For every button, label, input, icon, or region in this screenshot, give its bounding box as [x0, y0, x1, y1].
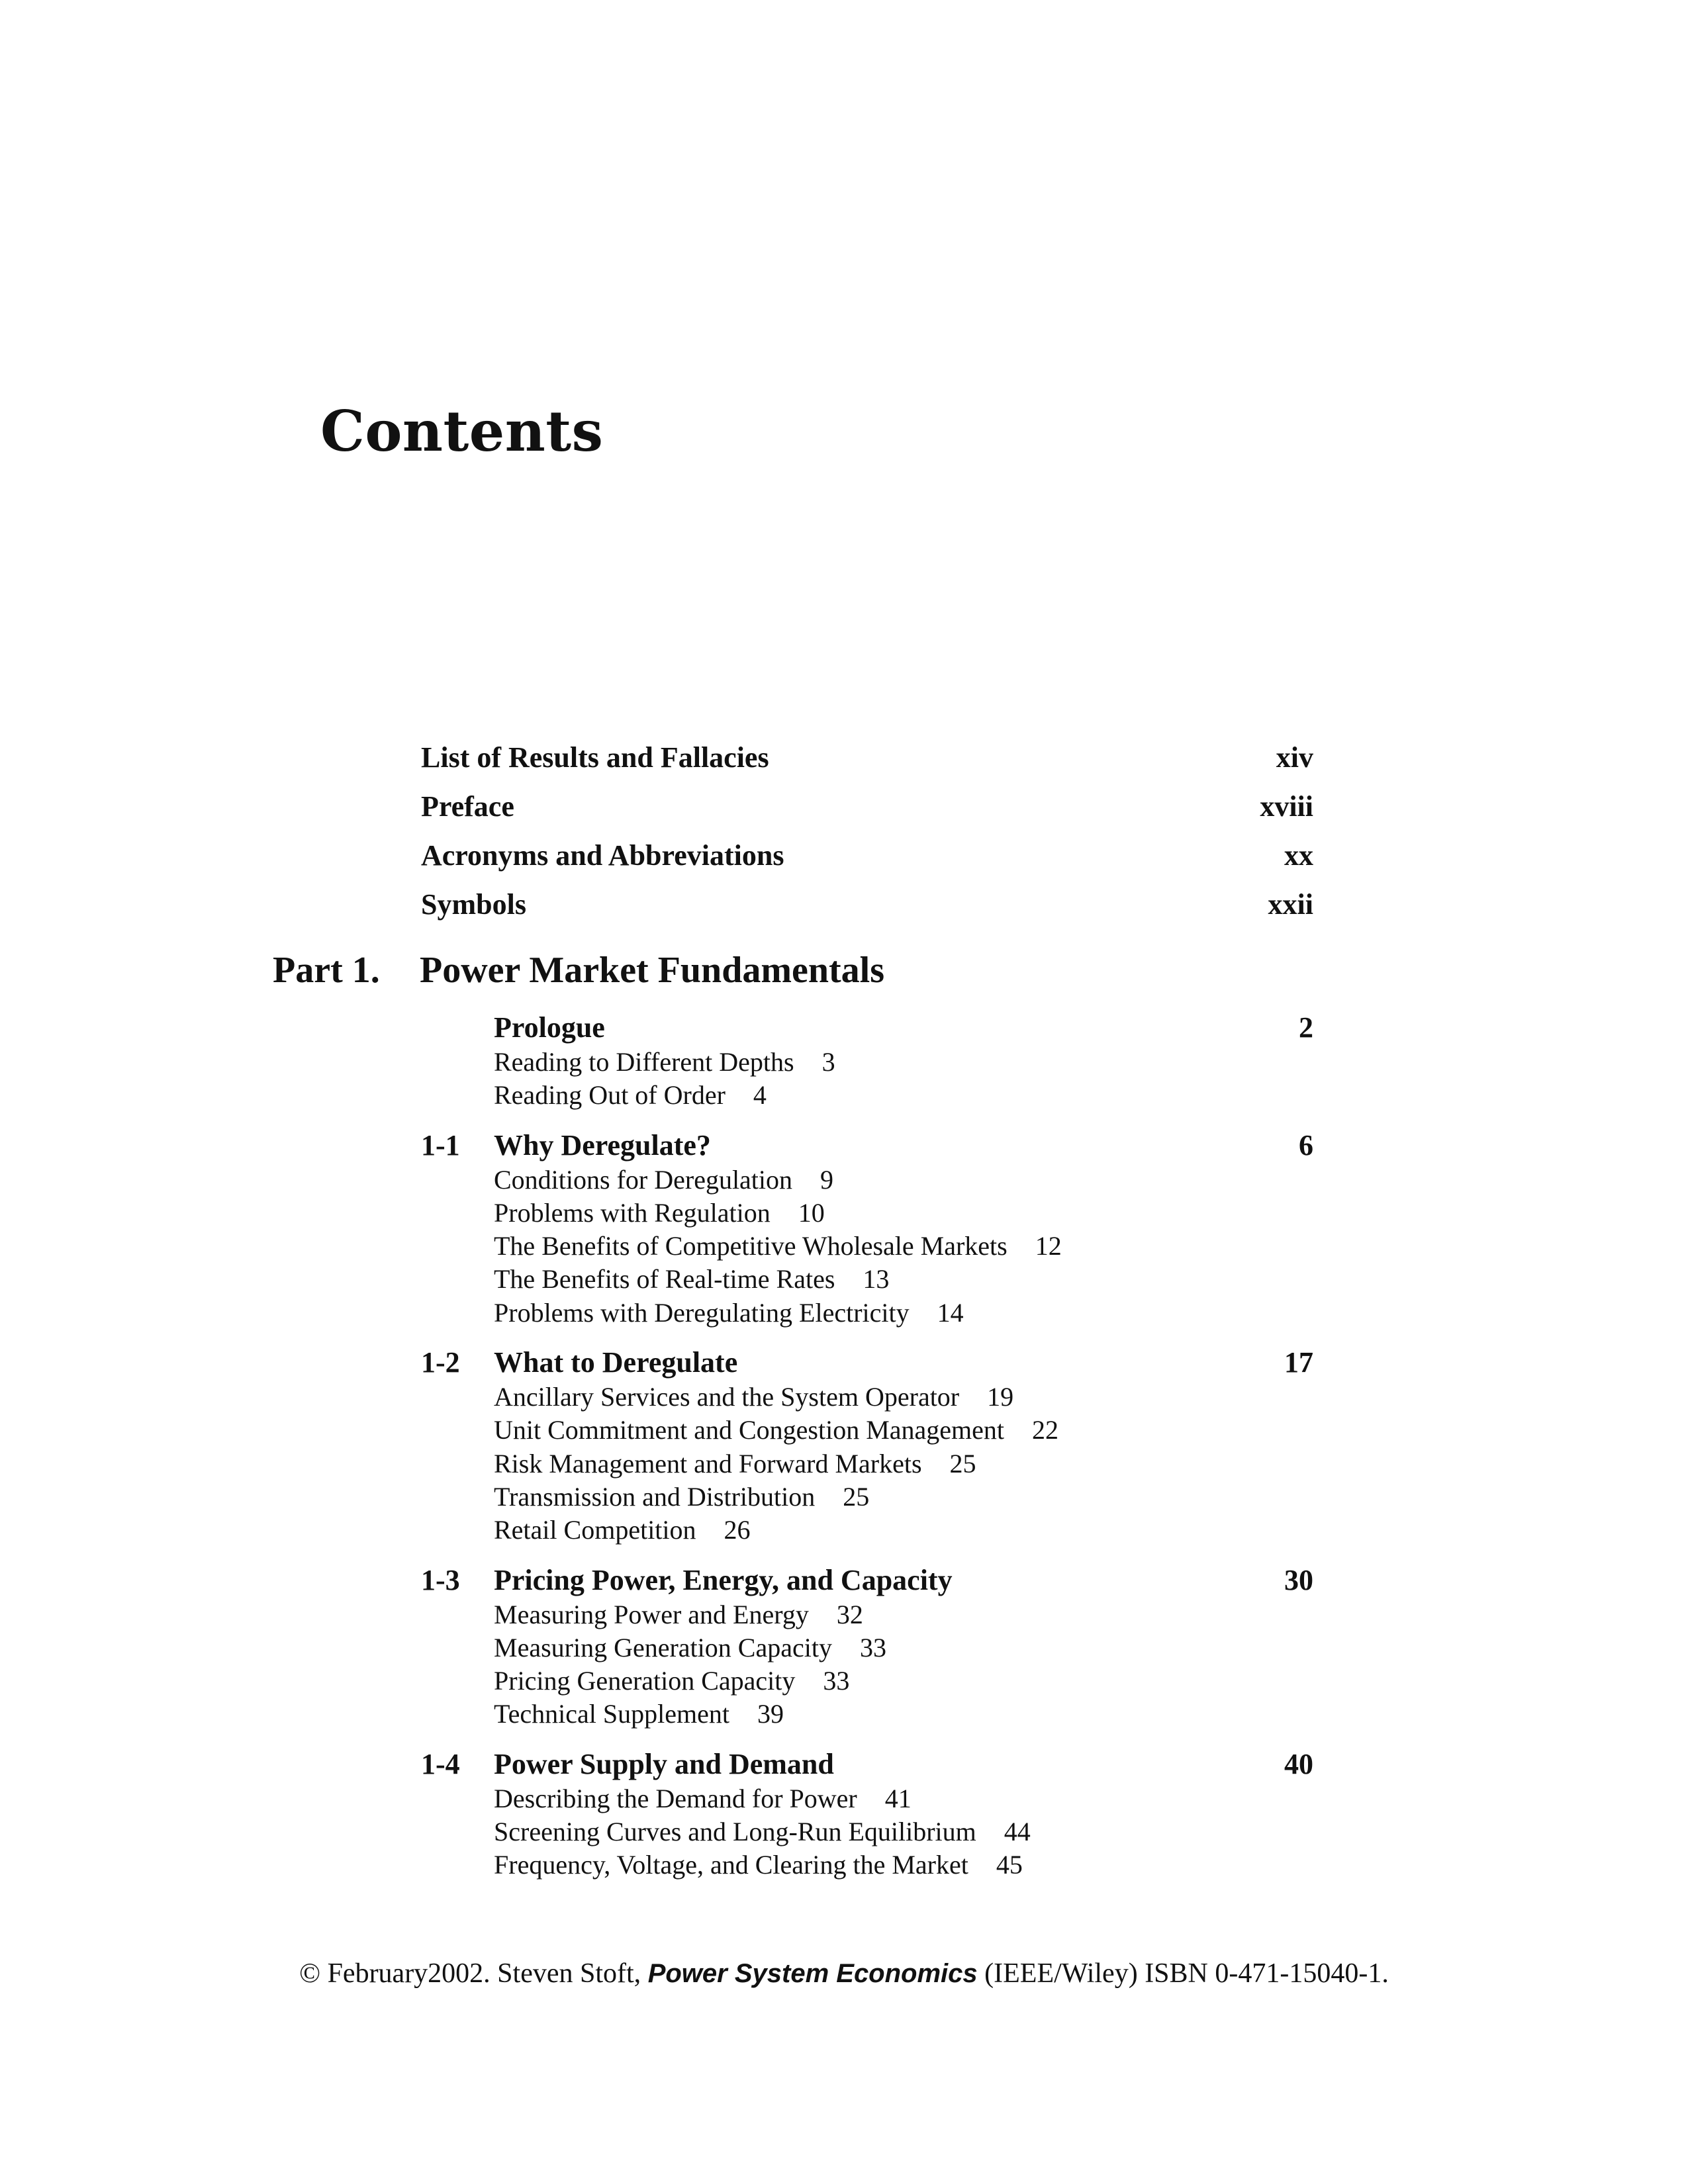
toc-section	[421, 1563, 1313, 1731]
subsection-title: Unit Commitment and Congestion Management	[494, 1415, 1005, 1445]
section-page: 40	[1284, 1747, 1313, 1780]
front-matter-entry	[421, 733, 1313, 782]
section-page: 6	[1299, 1128, 1313, 1161]
subsection-page: 10	[798, 1197, 825, 1228]
subsection-page: 9	[820, 1164, 834, 1195]
subsection-page: 45	[996, 1850, 1023, 1880]
subsection-page: 14	[937, 1297, 964, 1328]
subsection-entry	[494, 1815, 1313, 1848]
subsection-page: 41	[884, 1783, 912, 1813]
subsection-page: 32	[836, 1599, 863, 1629]
front-matter-entry	[421, 831, 1313, 880]
front-matter-page: xx	[1284, 839, 1313, 872]
front-matter-entry	[421, 880, 1313, 929]
section-heading	[421, 1010, 1313, 1046]
subsection-page: 12	[1035, 1231, 1062, 1261]
subsection-entry	[494, 1782, 1313, 1815]
section-title: Pricing Power, Energy, and Capacity	[494, 1563, 953, 1596]
toc-section	[421, 1010, 1313, 1113]
toc-section	[421, 1128, 1313, 1330]
subsection-title: Measuring Power and Energy	[494, 1599, 809, 1629]
section-heading	[421, 1128, 1313, 1163]
section-title: Power Supply and Demand	[494, 1747, 834, 1780]
subsection-title: Reading to Different Depths	[494, 1047, 794, 1077]
section-number: 1-2	[421, 1346, 460, 1379]
front-matter-label: Preface	[421, 790, 514, 823]
subsection-title: Risk Management and Forward Markets	[494, 1448, 922, 1479]
page-title: Contents	[320, 398, 604, 464]
subsection-title: Retail Competition	[494, 1515, 696, 1545]
subsection-page: 13	[863, 1264, 890, 1295]
subsection-list	[421, 1782, 1313, 1882]
subsection-list	[421, 1046, 1313, 1113]
subsection-entry	[494, 1414, 1313, 1447]
subsection-page: 25	[843, 1481, 870, 1512]
subsection-title: Describing the Demand for Power	[494, 1783, 857, 1813]
front-matter-label: List of Results and Fallacies	[421, 741, 769, 774]
subsection-title: Technical Supplement	[494, 1699, 729, 1729]
subsection-title: Transmission and Distribution	[494, 1481, 816, 1512]
section-page: 30	[1284, 1563, 1313, 1596]
part-heading	[273, 950, 884, 991]
subsection-entry	[494, 1698, 1313, 1731]
section-page: 2	[1299, 1011, 1313, 1044]
section-list	[421, 1010, 1313, 1897]
subsection-page: 4	[753, 1080, 767, 1111]
front-matter-page: xviii	[1260, 790, 1313, 823]
subsection-entry	[494, 1263, 1313, 1296]
subsection-list	[421, 1598, 1313, 1731]
front-matter-list	[421, 733, 1313, 929]
part-number: Part 1.	[273, 950, 380, 991]
subsection-title: The Benefits of Competitive Wholesale Markets	[494, 1231, 1008, 1261]
subsection-entry	[494, 1163, 1313, 1197]
subsection-entry	[494, 1514, 1313, 1547]
subsection-list	[421, 1381, 1313, 1547]
section-page: 17	[1284, 1346, 1313, 1379]
subsection-page: 3	[821, 1047, 835, 1077]
subsection-title: Pricing Generation Capacity	[494, 1666, 796, 1696]
subsection-title: Frequency, Voltage, and Clearing the Market	[494, 1850, 968, 1880]
section-title: Why Deregulate?	[494, 1128, 711, 1161]
subsection-page: 26	[724, 1515, 751, 1545]
section-title: Prologue	[494, 1011, 605, 1044]
subsection-entry	[494, 1480, 1313, 1514]
front-matter-label: Symbols	[421, 888, 526, 921]
subsection-title: Screening Curves and Long-Run Equilibrium	[494, 1817, 976, 1847]
front-matter-page: xxii	[1268, 888, 1313, 921]
front-matter-label: Acronyms and Abbreviations	[421, 839, 784, 872]
section-heading	[421, 1563, 1313, 1598]
section-number: 1-3	[421, 1563, 460, 1596]
part-title: Power Market Fundamentals	[420, 950, 884, 991]
toc-section	[421, 1747, 1313, 1882]
section-heading	[421, 1345, 1313, 1381]
subsection-page: 25	[949, 1448, 976, 1479]
subsection-page: 44	[1004, 1817, 1031, 1847]
footer-book-title: Power System Economics	[647, 1959, 978, 1988]
subsection-list	[421, 1163, 1313, 1330]
subsection-entry	[494, 1381, 1313, 1414]
subsection-entry	[494, 1664, 1313, 1698]
front-matter-page: xiv	[1276, 741, 1313, 774]
section-title: What to Deregulate	[494, 1346, 738, 1379]
subsection-entry	[494, 1297, 1313, 1330]
subsection-page: 39	[757, 1699, 784, 1729]
section-number: 1-1	[421, 1128, 460, 1161]
subsection-entry	[494, 1447, 1313, 1480]
subsection-title: The Benefits of Real-time Rates	[494, 1264, 835, 1295]
section-heading	[421, 1747, 1313, 1782]
toc-section	[421, 1345, 1313, 1547]
subsection-title: Problems with Regulation	[494, 1197, 771, 1228]
subsection-entry	[494, 1848, 1313, 1882]
subsection-entry	[494, 1197, 1313, 1230]
footer-suffix: (IEEE/Wiley) ISBN 0-471-15040-1.	[984, 1958, 1389, 1989]
footer-prefix: © February2002. Steven Stoft,	[299, 1958, 641, 1989]
front-matter-entry	[421, 782, 1313, 831]
subsection-page: 19	[987, 1382, 1014, 1412]
subsection-entry	[494, 1079, 1313, 1112]
section-number: 1-4	[421, 1747, 460, 1780]
subsection-title: Problems with Deregulating Electricity	[494, 1297, 910, 1328]
subsection-page: 22	[1032, 1415, 1059, 1445]
subsection-page: 33	[823, 1666, 850, 1696]
subsection-title: Measuring Generation Capacity	[494, 1632, 832, 1662]
subsection-title: Ancillary Services and the System Operator	[494, 1382, 960, 1412]
subsection-entry	[494, 1598, 1313, 1631]
subsection-title: Reading Out of Order	[494, 1080, 726, 1111]
subsection-entry	[494, 1230, 1313, 1263]
subsection-entry	[494, 1046, 1313, 1079]
subsection-title: Conditions for Deregulation	[494, 1164, 793, 1195]
subsection-entry	[494, 1631, 1313, 1664]
copyright-footer	[0, 1958, 1688, 1989]
subsection-page: 33	[859, 1632, 886, 1662]
